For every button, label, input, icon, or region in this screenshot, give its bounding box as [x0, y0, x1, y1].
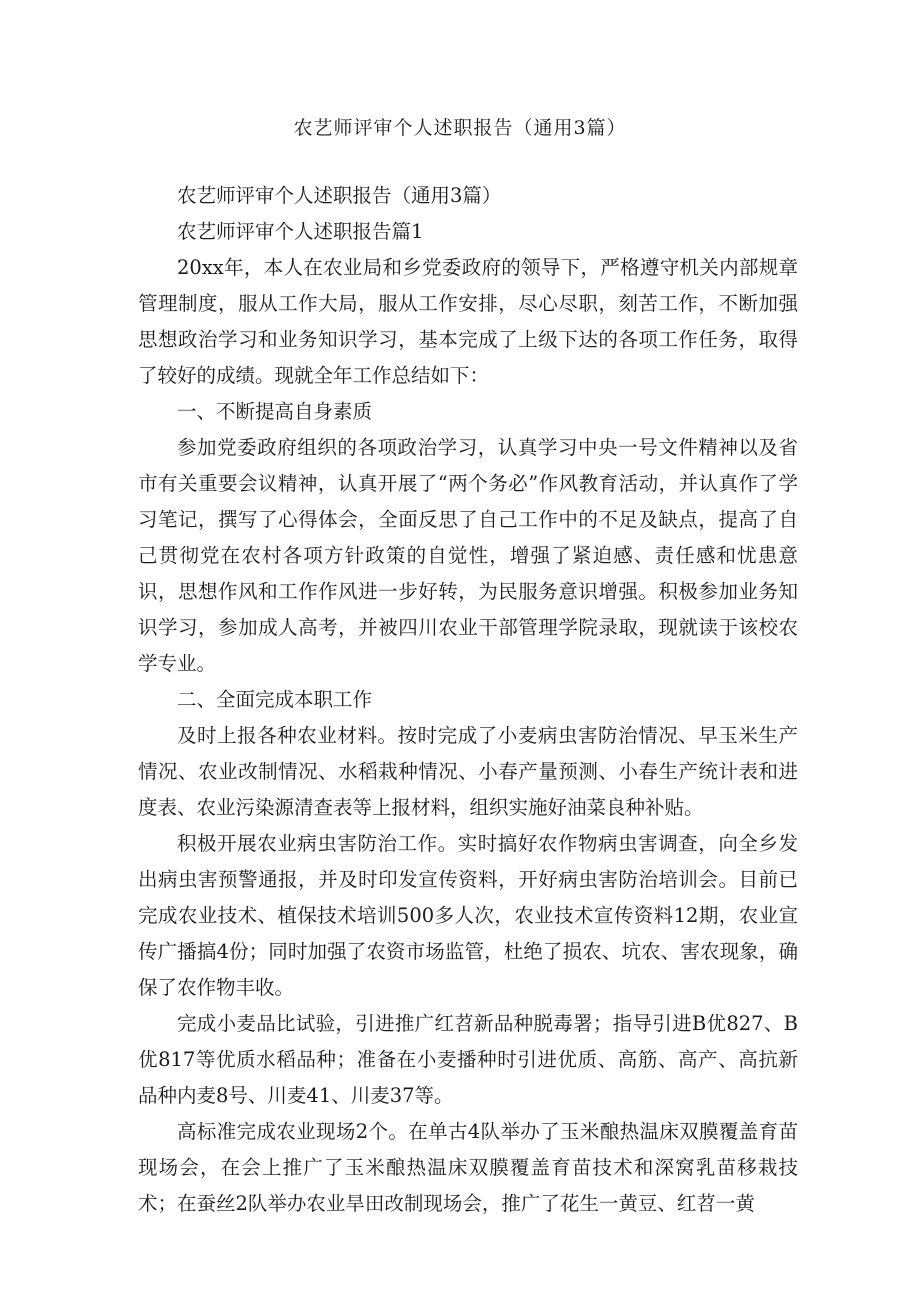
body-paragraph: 参加党委政府组织的各项政治学习，认真学习中央一号文件精神以及省市有关重要会议精神，认真开展了“两个务必”作风教育活动，并认真作了学习笔记，撰写了心得体会，全面反思了自己工作中的不足及缺点，提高了自己贯彻党在农村各项方针政策的自觉性，增强了紧迫感、责任感和忧患意识，思想作风和工作作风进一步好转，为民服务意识增强。积极参加业务知识学习，参加成人高考，并被四川农业干部管理学院录取，现就读于该校农学专业。 — [138, 436, 798, 675]
subsection-heading: 二、全面完成本职工作 — [177, 688, 373, 711]
body-paragraph: 及时上报各种农业材料。按时完成了小麦病虫害防治情况、早玉米生产情况、农业改制情况、水稻栽种情况、小春产量预测、小春生产统计表和进度表、农业污染源清查表等上报材料，组织实施好油菜良种补贴。 — [138, 724, 798, 819]
body-paragraph: 完成小麦品比试验，引进推广红苕新品种脱毒署；指导引进B优827、B优817等优质水稻品种；准备在小麦播种时引进优质、高筋、高产、高抗新品种内麦8号、川麦41、川麦37等。 — [138, 1012, 798, 1107]
body-paragraph: 高标准完成农业现场2个。在单古4队举办了玉米酿热温床双膜覆盖育苗现场会，在会上推广了玉米酿热温床双膜覆盖育苗技术和深窝乳苗移栽技术；在蚕丝2队举办农业旱田改制现场会，推广了花生一黄豆、红苕一黄 — [138, 1120, 798, 1215]
body-heading: 农艺师评审个人述职报告（通用3篇） — [177, 184, 502, 207]
document-body — [138, 178, 798, 1222]
document-title: 农艺师评审个人述职报告（通用3篇） — [293, 117, 627, 139]
body-paragraph: 积极开展农业病虫害防治工作。实时搞好农作物病虫害调查，向全乡发出病虫害预警通报，并及时印发宣传资料，开好病虫害防治培训会。目前已完成农业技术、植保技术培训500多人次，农业技术宣传资料12期，农业宣传广播搞4份；同时加强了农资市场监管，杜绝了损农、坑农、害农现象，确保了农作物丰收。 — [138, 832, 798, 999]
body-paragraph: 20xx年，本人在农业局和乡党委政府的领导下，严格遵守机关内部规章管理制度，服从工作大局，服从工作安排，尽心尽职，刻苦工作，不断加强思想政治学习和业务知识学习，基本完成了上级下达的各项工作任务，取得了较好的成绩。现就全年工作总结如下： — [138, 256, 798, 387]
section-title: 农艺师评审个人述职报告篇1 — [177, 220, 424, 243]
subsection-heading: 一、不断提高自身素质 — [177, 400, 373, 423]
